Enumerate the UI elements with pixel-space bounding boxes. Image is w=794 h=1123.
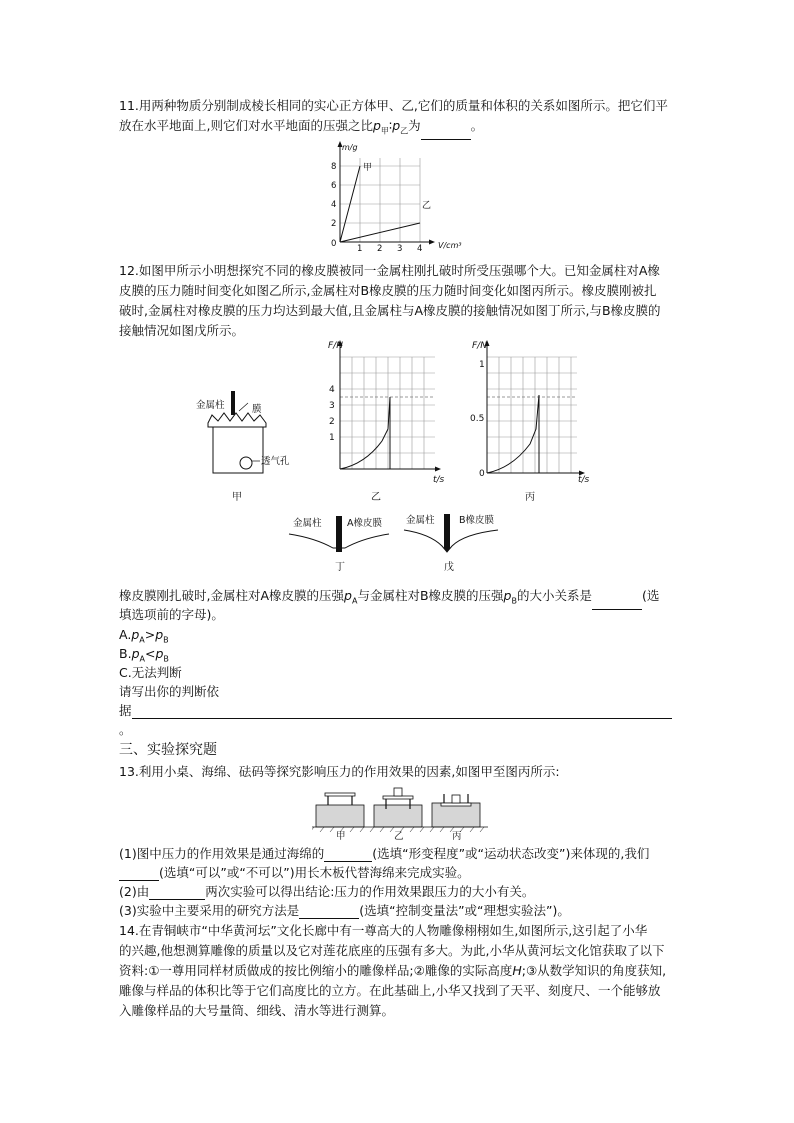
q14-line3-b: ;③从数学知识的角度获知,	[521, 963, 667, 978]
rod-a	[336, 516, 342, 552]
q11-line2	[119, 118, 483, 140]
fig-yi-xlabel: t/s	[433, 475, 445, 485]
jar	[213, 425, 263, 473]
q11-mass-volume-graph	[320, 138, 470, 253]
caption-yi: 乙	[371, 492, 381, 503]
q11-ytick-0: 0	[331, 239, 337, 249]
opt-a-pA: p	[131, 627, 140, 642]
fig-bing-ylabel: F/N	[472, 341, 487, 351]
sponge-yi	[374, 805, 422, 827]
q13-p2-text-b: 两次实验可以得出结论:压力的作用效果跟压力的大小有关。	[205, 884, 535, 899]
q12-q-text-c: 的大小关系是	[516, 588, 592, 603]
q14-line3	[119, 963, 666, 979]
q12-line4: 接触情况如图戊所示。	[119, 323, 245, 338]
pA-symbol: p	[344, 588, 352, 603]
opt-a-prefix: A.	[119, 627, 132, 642]
opt-a-rel: >	[144, 627, 156, 642]
caption-jia: 甲	[232, 492, 242, 503]
sponge-bing	[432, 803, 480, 827]
q13-blank-3[interactable]	[149, 886, 205, 900]
fig-bing-grid	[487, 357, 577, 473]
q11-xtick-4: 4	[417, 244, 423, 253]
p-yi-symbol: p	[392, 118, 401, 133]
q13-p1-text-b: (选填“形变程度”或“运动状态改变”)来体现的,我们	[372, 846, 650, 861]
fig-yi-grid	[340, 357, 435, 469]
fig-bing-ytick-0: 0	[479, 469, 485, 479]
q13-p1-text-a: (1)图中压力的作用效果是通过海绵的	[119, 846, 325, 861]
q11-xtick-1: 1	[357, 244, 363, 253]
fig-yi-ytick-3: 3	[329, 401, 335, 411]
sponge-jia	[316, 805, 364, 827]
caption-13-bing: 丙	[452, 831, 462, 841]
ding-label-film: A橡皮膜	[347, 518, 382, 529]
fig-yi-x-arrow	[435, 467, 441, 472]
q13-part1-line2	[119, 865, 470, 881]
q12-option-c: C.无法判断	[119, 665, 182, 680]
q12-q-text-a: 橡皮膜刚扎破时,金属柱对A橡皮膜的压强	[119, 588, 345, 603]
caption-13-jia: 甲	[336, 831, 346, 841]
fig-bing-ytick-1: 1	[479, 360, 485, 370]
opt-b-subA: A	[139, 654, 145, 664]
table-top-bing	[441, 803, 471, 806]
q13-p1-text-c: (选填“可以”或“不可以”)用长木板代替海绵来完成实验。	[159, 865, 470, 880]
fig-bing-force-time-graph	[450, 336, 600, 506]
opt-b-pA: p	[131, 646, 140, 661]
weight-yi	[394, 788, 402, 796]
opt-b-prefix: B.	[119, 646, 132, 661]
q13-part3	[119, 903, 570, 919]
q13-blank-4[interactable]	[299, 905, 359, 919]
opt-a-pB: p	[155, 627, 164, 642]
p-jia-symbol: p	[372, 118, 381, 133]
q12-line1: 12.如图甲所示小明想探究不同的橡皮膜被同一金属柱刚扎破时所受压强哪个大。已知金属柱对A橡	[119, 263, 660, 278]
q13-blank-2[interactable]	[119, 867, 159, 881]
q14-line2: 的兴趣,他想测算雕像的质量以及它对莲花底座的压强有多大。为此,小华从黄河坛文化馆获取了以下	[119, 943, 665, 958]
fig-yi-ylabel: F/N	[328, 341, 343, 351]
q11-ytick-8: 8	[331, 162, 337, 172]
q13-p2-text-a: (2)由	[119, 884, 150, 899]
q14-line4: 雕像与样品的体积比等于它们高度比的立方。在此基础上,小华又找到了天平、刻度尺、一个能够放	[119, 983, 661, 998]
q13-part1-line1	[119, 846, 649, 862]
fig-bing-xlabel: t/s	[578, 475, 590, 485]
q11-wei: 为	[408, 118, 421, 133]
q11-xlabel: V/cm³	[438, 241, 462, 250]
membrane	[208, 413, 266, 427]
q11-ylabel: m/g	[342, 143, 358, 152]
fig-yi-ytick-2: 2	[329, 417, 335, 427]
label-metal-rod: 金属柱	[196, 400, 225, 411]
caption-bing: 丙	[525, 492, 535, 503]
q11-ytick-6: 6	[331, 181, 337, 191]
air-hole	[240, 457, 252, 469]
opt-a-subA: A	[139, 635, 145, 645]
q11-grid	[340, 158, 420, 242]
q13-experiment-figure	[312, 783, 488, 841]
pA-sub: A	[351, 596, 358, 606]
q11-ytick-4: 4	[331, 200, 337, 210]
q12-reason-line2	[119, 703, 672, 719]
opt-b-subB: B	[163, 654, 169, 664]
q12-line2: 皮膜的压力随时间变化如图乙所示,金属柱对B橡皮膜的压力随时间变化如图丙所示。橡皮膜刚被扎	[119, 283, 657, 298]
opt-b-pB: p	[155, 646, 164, 661]
q12-reason-ju: 据	[119, 703, 132, 718]
q12-q-text-d: (选	[641, 588, 660, 603]
caption-ding: 丁	[335, 562, 345, 573]
q11-label-jia: 甲	[363, 163, 373, 173]
ding-label-rod: 金属柱	[293, 518, 322, 529]
q11-ytick-2: 2	[331, 219, 337, 229]
q14-line1: 14.在青铜峡市“中华黄河坛”文化长廊中有一尊高大的人物雕像栩栩如生,如图所示,这引起了小华	[119, 923, 648, 938]
ratio-colon: ∶	[388, 118, 393, 133]
q12-question-line2: 填选项前的字母)。	[119, 607, 224, 622]
q12-q-text-b: 与金属柱对B橡皮膜的压强	[357, 588, 504, 603]
membrane-pointer	[239, 403, 248, 411]
q13-blank-1[interactable]	[324, 848, 372, 862]
q11-end: 。	[470, 118, 484, 133]
opt-b-rel: <	[144, 646, 156, 661]
rod-b	[444, 514, 450, 552]
q14-h-symbol: H	[512, 963, 522, 978]
metal-rod	[231, 391, 235, 415]
caption-13-yi: 乙	[394, 831, 404, 841]
table-top-yi	[383, 796, 413, 799]
q14-line3-a: 资料:①一尊用同样材质做成的按比例缩小的雕像样品;②雕像的实际高度	[119, 963, 513, 978]
q13-part2	[119, 884, 534, 900]
q12-line3: 破时,金属柱对橡皮膜的压力均达到最大值,且金属柱与A橡皮膜的接触情况如图丁所示,与B橡皮膜的	[119, 303, 661, 318]
q14-line5: 入雕像样品的大号量筒、细线、清水等进行测算。	[119, 1003, 395, 1018]
opt-a-subB: B	[163, 635, 169, 645]
q11-line1: 11.用两种物质分别制成棱长相同的实心正方体甲、乙,它们的质量和体积的关系如图所示。把它们平	[119, 98, 668, 113]
label-air-hole: 透气孔	[261, 456, 290, 467]
fig-jia-apparatus	[190, 375, 300, 505]
table-top-jia	[325, 793, 355, 796]
section-title: 三、实验探究题	[119, 742, 217, 758]
q11-line2-text: 放在水平地面上,则它们对水平地面的压强之比	[119, 118, 373, 133]
fig-bing-ytick-05: 0.5	[470, 414, 485, 424]
pB-symbol: p	[503, 588, 512, 603]
q12-reason-blank[interactable]	[132, 705, 672, 719]
fig-yi-ytick-1: 1	[329, 433, 335, 443]
fig-yi-ytick-4: 4	[329, 385, 335, 395]
fig-yi-curve	[340, 397, 390, 469]
fig-ding-contact	[285, 508, 405, 574]
fig-bing-curve	[487, 395, 539, 473]
q11-x-arrow	[429, 240, 435, 245]
pB-sub: B	[511, 596, 517, 606]
q13-intro: 13.利用小桌、海绵、砝码等探究影响压力的作用效果的因素,如图甲至图丙所示:	[119, 764, 560, 779]
p-yi-sub: 乙	[400, 126, 409, 136]
film-b-curve	[404, 530, 498, 552]
q12-reason-end: 。	[119, 722, 132, 737]
caption-wu: 戊	[444, 562, 454, 573]
q12-answer-blank[interactable]	[592, 596, 642, 610]
fig-wu-contact	[400, 506, 520, 574]
q11-label-yi: 乙	[422, 201, 432, 211]
q11-xtick-3: 3	[397, 244, 403, 253]
q13-p3-text-b: (选填“控制变量法”或“理想实验法”)。	[359, 903, 570, 918]
wu-label-film: B橡皮膜	[459, 515, 495, 526]
fig-yi-force-time-graph	[310, 336, 450, 506]
label-membrane: 膜	[252, 404, 262, 415]
q11-xtick-2: 2	[377, 244, 383, 253]
wu-label-rod: 金属柱	[406, 515, 435, 526]
q12-reason-line1: 请写出你的判断依	[119, 684, 220, 699]
weight-bing	[452, 795, 460, 803]
q13-p3-text-a: (3)实验中主要采用的研究方法是	[119, 903, 300, 918]
p-jia-sub: 甲	[380, 126, 389, 136]
